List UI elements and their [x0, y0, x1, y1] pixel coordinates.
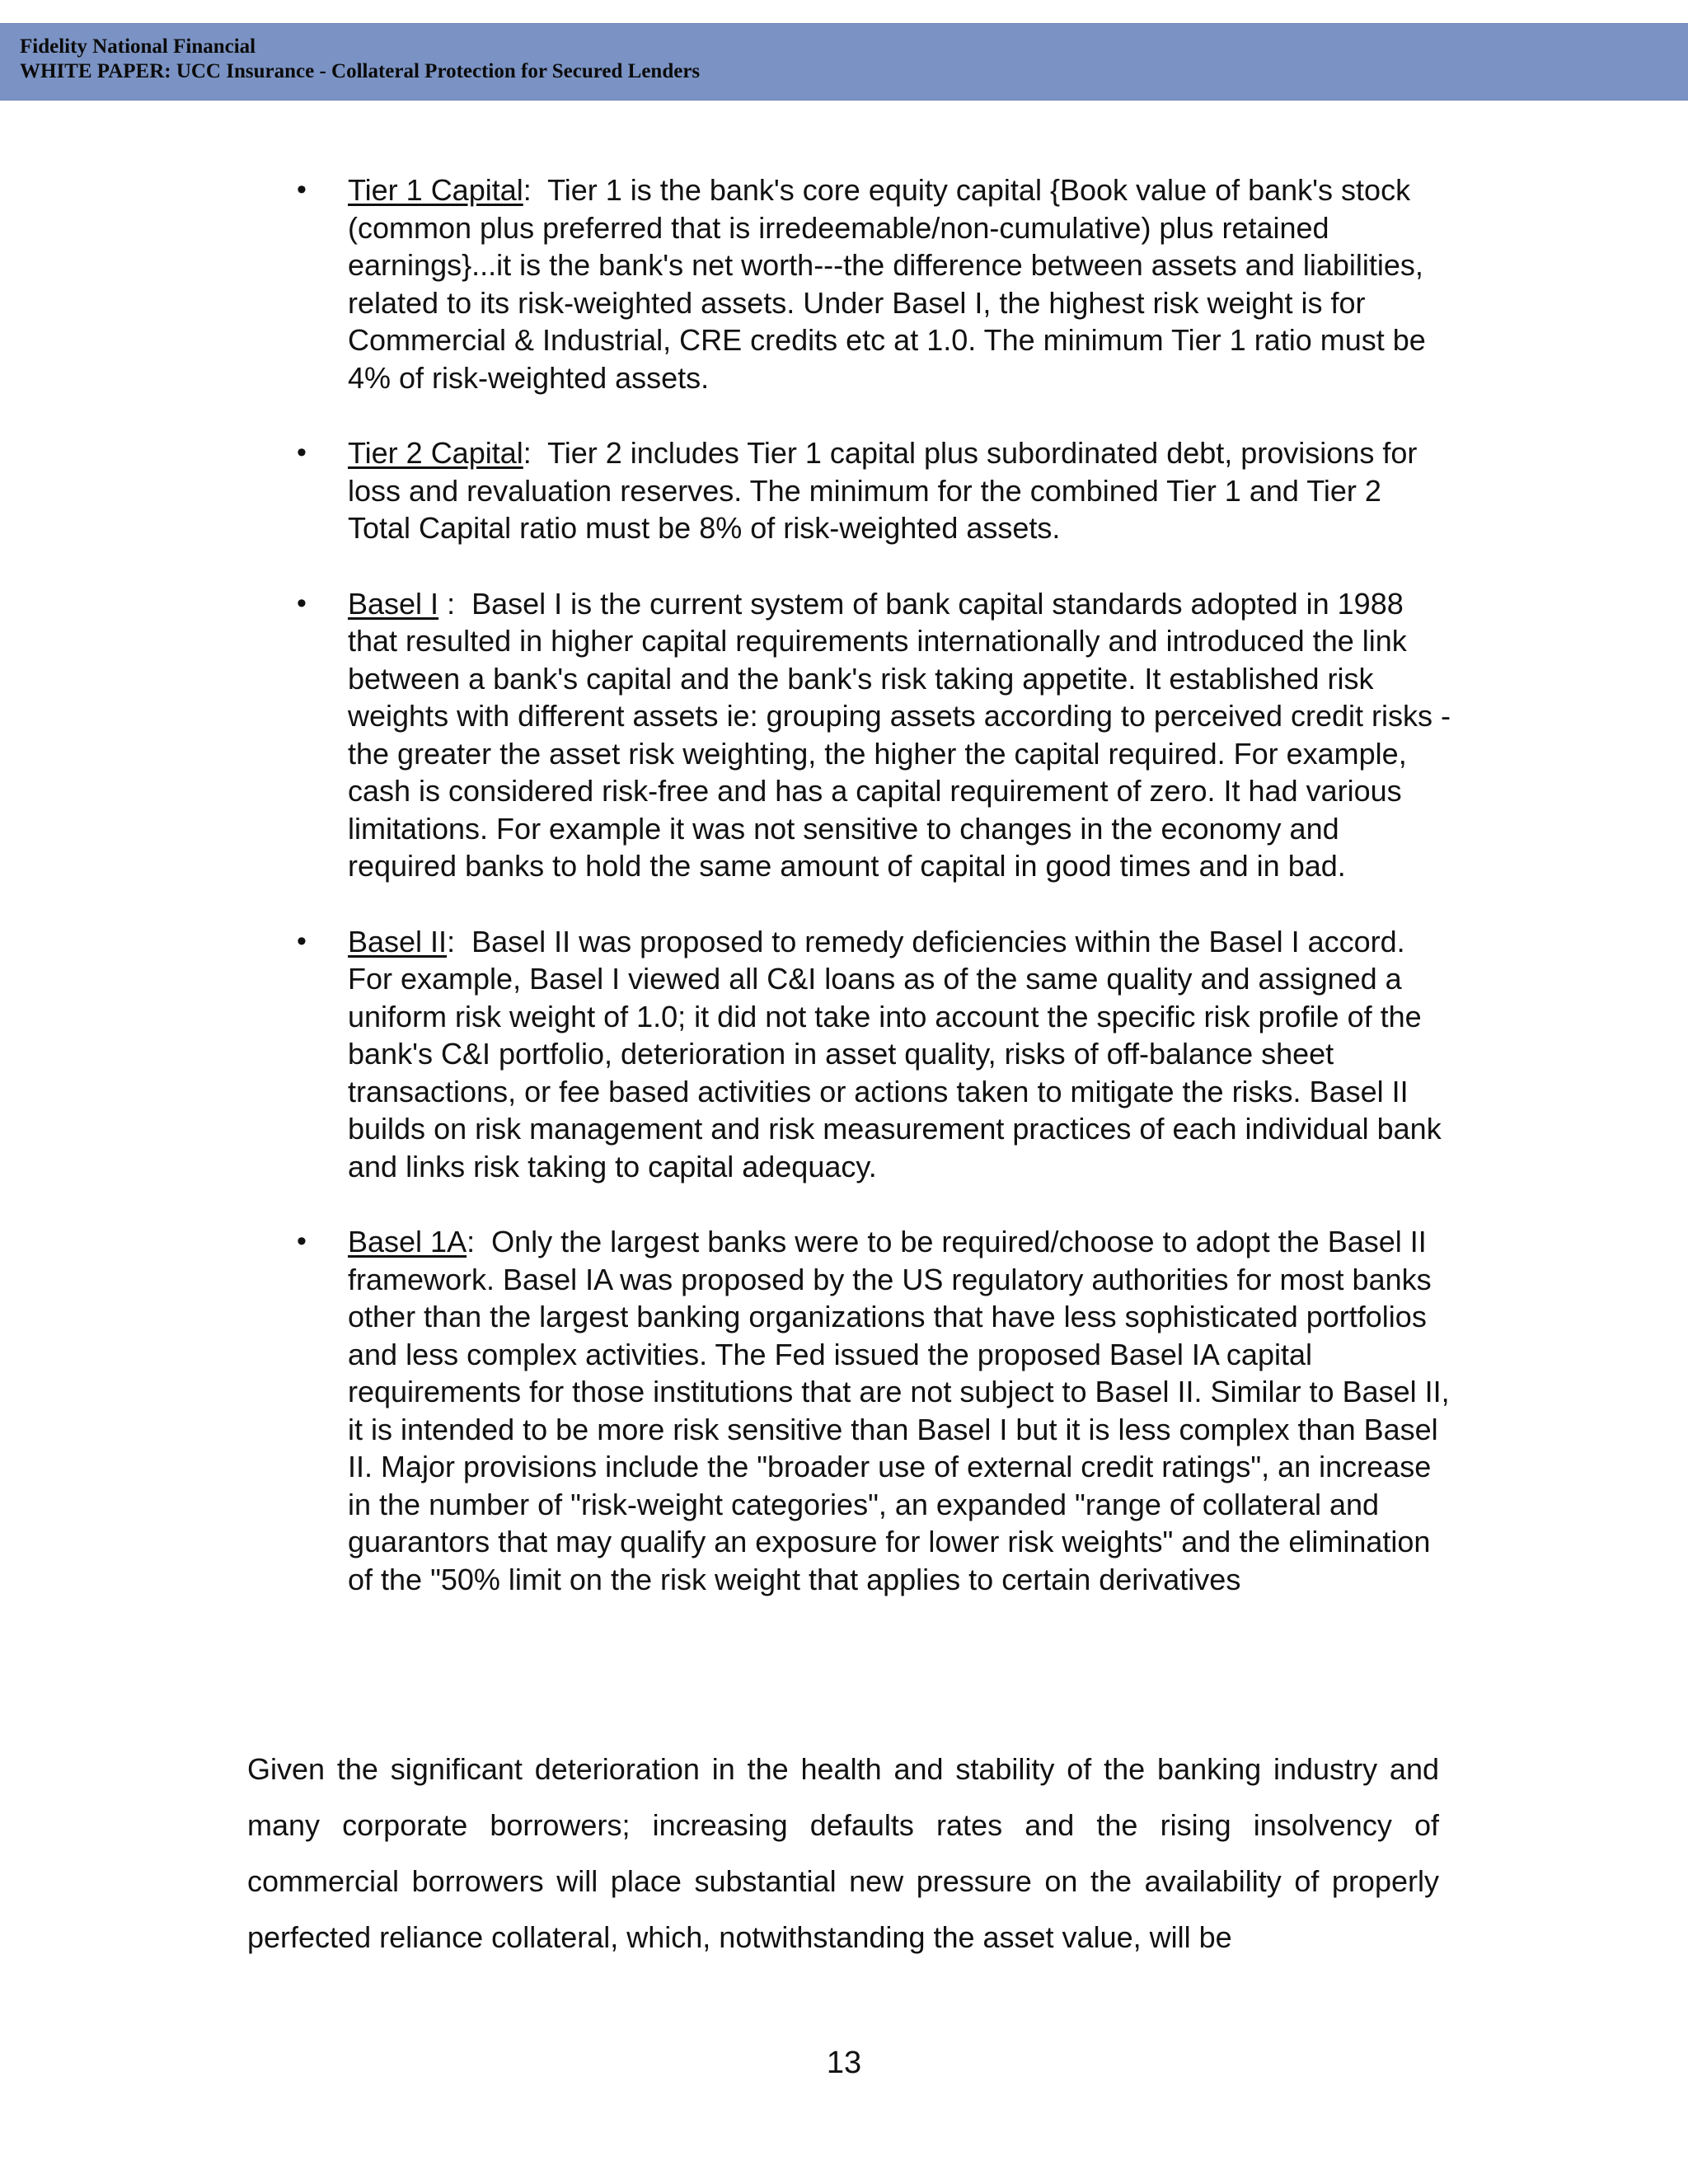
definition-text: Basel II was proposed to remedy deficiencies within the Basel I accord. For example, Basel I viewed all C&I loans as of the same quality and assigned a uniform risk weight of 1.0; it did not take into account the specific risk profile of the bank's C&I portfolio, deterioration in asset quality, risks of off-balance sheet transactions, or fee based activities or actions taken to mitigate the risks. Basel II builds on risk management and risk measurement practices of each individual bank and links risk taking to capital adequacy.: [348, 924, 1442, 1183]
definition-basel-1a: [297, 1223, 1451, 1598]
page-number: 13: [826, 2046, 862, 2080]
definition-text: Only the largest banks were to be required/choose to adopt the Basel II framework. Basel IA was proposed by the US regulatory authorities for most banks other than the largest banking organizations that have less sophisticated portfolios and less complex activities. The Fed issued the proposed Basel IA capital requirements for those institutions that are not subject to Basel II. Similar to Basel II, it is intended to be more risk sensitive than Basel I but it is less complex than Basel II. Major provisions include the "broader use of external credit ratings", an increase in the number of "risk-weight categories", an expanded "range of collateral and guarantors that may qualify an exposure for lower risk weights" and the elimination of the "50% limit on the risk weight that applies to certain derivatives: [348, 1225, 1450, 1596]
definition-tier2-capital: [297, 434, 1451, 547]
definitions-list: [297, 171, 1451, 1636]
definition-separator: :: [438, 586, 472, 621]
definition-basel-i: [297, 585, 1451, 885]
definition-term: Tier 2 Capital: [348, 436, 523, 470]
bullet-icon: •: [297, 174, 307, 205]
bullet-icon: •: [297, 437, 307, 468]
document-header: [0, 23, 1688, 101]
definition-separator: :: [467, 1225, 492, 1258]
header-document-title: WHITE PAPER: UCC Insurance - Collateral Protection for Secured Lenders: [20, 60, 701, 82]
bullet-icon: •: [297, 925, 307, 957]
body-paragraph: Given the significant deterioration in the health and stability of the banking industry and many corporate borrowers; increasing defaults rates and the rising insolvency of commercial borrowers will place substantial new pressure on the availability of properly perfected reliance collateral, which, notwithstanding the asset value, will be: [247, 1752, 1439, 1954]
definition-text: Basel I is the current system of bank capital standards adopted in 1988 that resulted in higher capital requirements internationally and introduced the link between a bank's capital and the bank's risk taking appetite. It established risk weights with different assets ie: grouping assets according to perceived credit risks -the greater the asset risk weighting, the higher the capital required. For example, cash is considered risk-free and has a capital requirement of zero. It had various limitations. For example it was not sensitive to changes in the economy and required banks to hold the same amount of capital in good times and in bad.: [348, 586, 1451, 883]
bullet-icon: •: [297, 587, 307, 619]
definition-text: Tier 1 is the bank's core equity capital {Book value of bank's stock (common plus preferred that is irredeemable/non-cumulative) plus retained earnings}...it is the bank's net worth---the difference between assets and liabilities, related to its risk-weighted assets. Under Basel I, the highest risk weight is for Commercial & Industrial, CRE credits etc at 1.0. The minimum Tier 1 ratio must be 4% of risk-weighted assets.: [348, 173, 1426, 395]
definition-separator: :: [447, 924, 472, 958]
definition-separator: :: [523, 436, 548, 470]
definition-term: Basel II: [348, 924, 448, 958]
header-company-name: Fidelity National Financial: [20, 35, 256, 58]
definition-term: Tier 1 Capital: [348, 173, 523, 207]
definition-basel-ii: [297, 923, 1451, 1186]
definition-term: Basel I: [348, 586, 439, 621]
definition-term: Basel 1A: [348, 1225, 467, 1258]
bullet-icon: •: [297, 1226, 307, 1257]
definition-text: Tier 2 includes Tier 1 capital plus subordinated debt, provisions for loss and revaluation reserves. The minimum for the combined Tier 1 and Tier 2 Total Capital ratio must be 8% of risk-weighted assets.: [348, 436, 1418, 545]
definition-tier1-capital: [297, 171, 1451, 396]
definition-separator: :: [523, 173, 548, 207]
